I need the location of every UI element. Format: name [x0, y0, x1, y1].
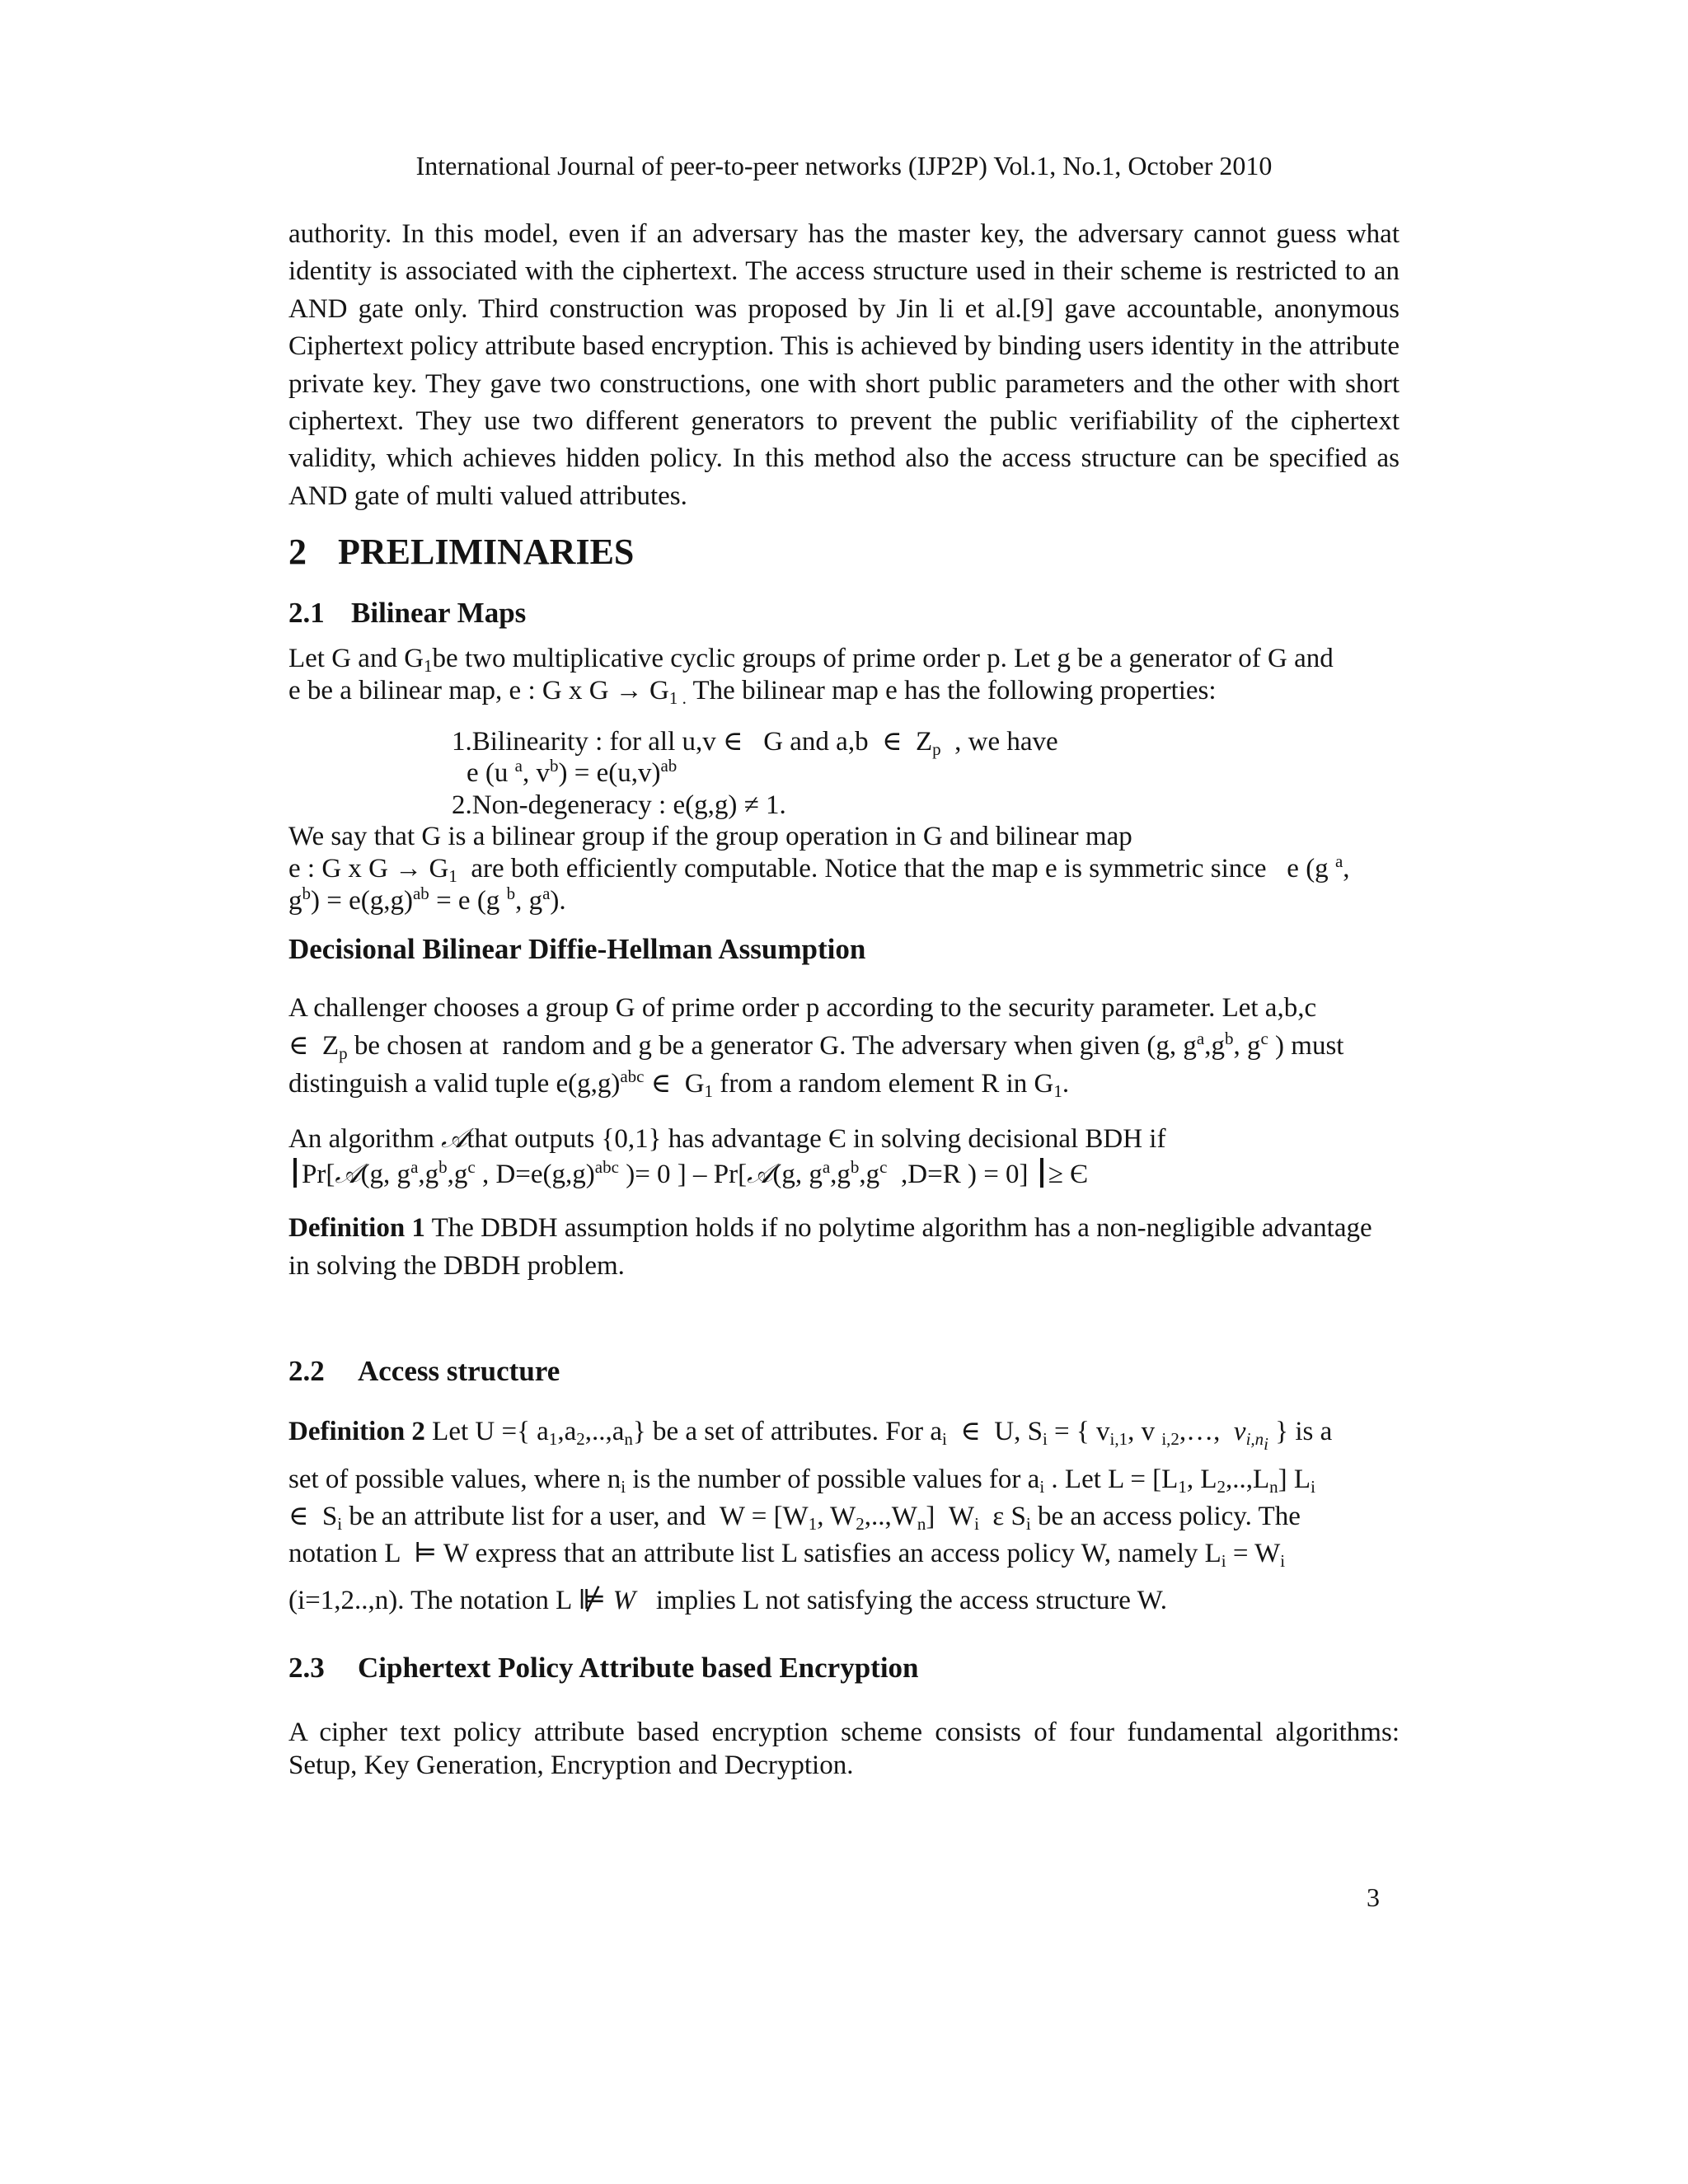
abs-bar-right: [1040, 1158, 1043, 1188]
definition-1: [288, 1209, 1400, 1285]
section-2-2-number: 2.2: [288, 1355, 325, 1387]
dbdh-line-3: distinguish a valid tuple $e(g,g)^{abc}$ ∈ $G_1$ from a random element R in $G_1$.: [288, 1066, 1070, 1101]
property-bilinearity: 1.Bilinearity : for all u,v ∈ G and a,b ∈ $Z_p$ , we have: [452, 727, 1058, 759]
section-2-1-heading: [288, 595, 526, 631]
property-bilinearity-formula: e (u $^a$, $v^b) = e(u,v)^{ab}$: [467, 756, 678, 788]
intro-paragraph: authority. In this model, even if an adversary has the master key, the adversary cannot guess what identity is associated with the ciphertext. The access structure used in their scheme is restricted to an AND gate only. Third construction was proposed by Jin li et al.[9] gave accountable, anonymous Ciphertext policy attribute based encryption. This is achieved by binding users identity in the attribute private key. They gave two constructions, one with short public parameters and the other with short ciphertext. They use two different generators to prevent the public verifiability of the ciphertext validity, which achieves hidden policy. In this method also the access structure can be specified as AND gate of multi valued attributes.: [288, 219, 1400, 511]
section-2-title: PRELIMINARIES: [338, 532, 635, 572]
definition-2-line-3: ∈ $S_i$ be an attribute list for a user, and $W = [W_1$, $W_2,..,W_n$] $W_i$ ε $S_i$ be an access policy. The: [288, 1502, 1301, 1534]
definition-2-line-2: set of possible values, where $n_i$ is the number of possible values for $a_i$ . Let $L = [L_1$, $L_2,..,L_n$] $L_i$: [288, 1465, 1315, 1497]
section-2-3-title: Ciphertext Policy Attribute based Encryption: [358, 1652, 919, 1684]
section-2-1-title: Bilinear Maps: [351, 597, 527, 629]
section-2-2-heading: [288, 1353, 560, 1390]
bilinear-intro-line-2: e be a bilinear map, e : G x $G \to G_{1 .}$ The bilinear map e has the following properties:: [288, 676, 1217, 708]
bilinear-group-line-1: We say that G is a bilinear group if the group operation in G and bilinear map: [288, 822, 1132, 851]
bilinear-intro-line-1: Let G and $G_1be$ two multiplicative cyclic groups of prime order p. Let g be a generator of G and: [288, 644, 1334, 676]
property-nondegeneracy: 2.Non-degeneracy : e(g,g) ≠ 1.: [452, 790, 786, 820]
page-number: 3: [1367, 1882, 1380, 1912]
bilinear-group-line-2: e : G x $G \to G_1$ are both efficiently computable. Notice that the map e is symmetric since e (g $^a$,: [288, 851, 1350, 886]
abs-bar-left: [293, 1158, 297, 1188]
dbdh-line-1: A challenger chooses a group G of prime order p according to the security parameter. Let a,b,c: [288, 993, 1317, 1023]
section-2-2-title: Access structure: [358, 1355, 560, 1387]
dbdh-line-2: ∈ $Z_p$ be chosen at random and g be a generator G. The adversary when given (g, $g^a,g^b$, $g^c$ ) must: [288, 1029, 1344, 1063]
section-2-3-heading: [288, 1650, 919, 1686]
definition-2-line-1: Definition 2 Let U ={ $a_1,a_2,..,a_n$} be a set of attributes. For $a_i$ ∈ U, $S_i$ = { $v_{i,1}$, v $_{i,2}$,…, $v_{i,n_i}$ } is a: [288, 1417, 1333, 1454]
advantage-line-1: An algorithm 𝒜that outputs {0,1} has advantage Є in solving decisional BDH if: [288, 1122, 1166, 1154]
definition-1-text: The DBDH assumption holds if no polytime algorithm has a non-negligible advantage in solving the DBDH problem.: [288, 1213, 1372, 1281]
section-2-1-number: 2.1: [288, 597, 325, 629]
bilinear-group-line-3: $g^b) = e(g,g)^{ab} = e$ (g $^b$, $g^a$).: [288, 883, 566, 916]
section-2-number: 2: [288, 532, 307, 572]
running-header: International Journal of peer-to-peer networks (IJP2P) Vol.1, No.1, October 2010: [415, 151, 1273, 180]
definition-1-label: Definition 1: [288, 1213, 425, 1243]
advantage-formula: Pr[𝒜(g, $g^a,g^b,g^c$ , $D=e(g,g)^{abc}$ )= 0 ] – Pr[𝒜(g, $g^a,g^b,g^c$ ,D=R ) = 0] ≥ Є: [288, 1157, 1088, 1191]
definition-2-line-4: notation L ⊨ W express that an attribute list L satisfies an access policy W, namely $L_i = W_i$: [288, 1539, 1286, 1571]
cpabe-paragraph: A cipher text policy attribute based encryption scheme consists of four fundamental algorithms: Setup, Key Generation, Encryption and Decryption.: [288, 1718, 1400, 1780]
definition-2-label: Definition 2: [288, 1417, 425, 1446]
section-2-3-number: 2.3: [288, 1652, 325, 1684]
definition-2-line-5: (i=1,2..,n). The notation L ⊯ W implies L not satisfying the access structure W.: [288, 1586, 1167, 1615]
section-2-heading: [288, 531, 634, 574]
dbdh-heading: Decisional Bilinear Diffie-Hellman Assumption: [288, 933, 866, 965]
